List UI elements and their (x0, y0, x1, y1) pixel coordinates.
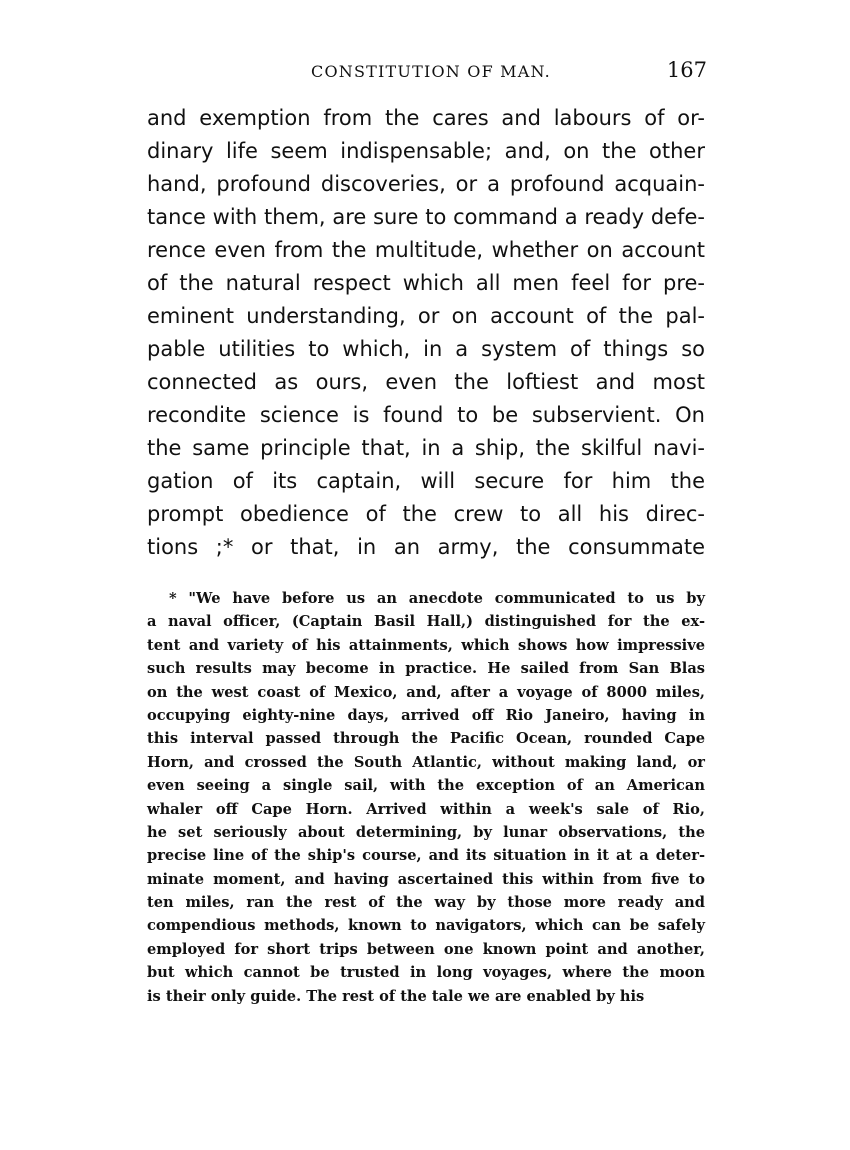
body-line: pable utilities to which, in a system of things so (147, 337, 705, 361)
footnote-line: whaler off Cape Horn. Arrived within a week's sale of Rio, (147, 800, 705, 818)
body-line: the same principle that, in a ship, the skilful navi- (147, 436, 705, 460)
page-header (145, 58, 707, 92)
footnote-line: * "We have before us an anecdote communicated to us by (169, 590, 705, 607)
footnote-line: ten miles, ran the rest of the way by those more ready and (147, 894, 705, 912)
body-line: tions ;* or that, in an army, the consummate (147, 535, 705, 559)
footnote-line: even seeing a single sail, with the exception of an American (147, 777, 705, 795)
running-head: CONSTITUTION OF MAN. (311, 62, 551, 81)
footnote-line: precise line of the ship's course, and its situation in it at a deter- (147, 847, 705, 865)
body-line: gation of its captain, will secure for him the (147, 469, 705, 493)
body-line: rence even from the multitude, whether on account (147, 238, 705, 262)
footnote-line: he set seriously about determining, by lunar observations, the (147, 823, 705, 841)
body-line: prompt obedience of the crew to all his direc- (147, 502, 705, 526)
footnote-line: compendious methods, known to navigators, which can be safely (147, 917, 705, 935)
footnote-line: employed for short trips between one known point and another, (147, 940, 705, 958)
footnote-line: such results may become in practice. He sailed from San Blas (147, 660, 705, 678)
footnote-line: is their only guide. The rest of the tale we are enabled by his (147, 987, 645, 1005)
footnote-line: on the west coast of Mexico, and, after a voyage of 8000 miles, (147, 683, 705, 701)
footnote-line: this interval passed through the Pacific Ocean, rounded Cape (147, 730, 705, 748)
body-line: of the natural respect which all men feel for pre- (147, 271, 705, 295)
body-line: eminent understanding, or on account of the pal- (147, 304, 705, 328)
footnote-line: minate moment, and having ascertained this within from five to (147, 870, 705, 888)
body-line: tance with them, are sure to command a ready defe- (147, 205, 705, 229)
body-line: hand, profound discoveries, or a profound acquain- (147, 172, 705, 196)
footnote-line: Horn, and crossed the South Atlantic, without making land, or (147, 753, 705, 771)
footnote-line: a naval officer, (Captain Basil Hall,) distinguished for the ex- (147, 613, 705, 631)
body-line: dinary life seem indispensable; and, on the other (147, 139, 705, 163)
footnote (147, 587, 705, 1008)
page-number: 167 (666, 58, 707, 82)
body-text (147, 102, 705, 564)
body-line: connected as ours, even the loftiest and most (147, 370, 705, 394)
body-line: and exemption from the cares and labours of or- (147, 106, 705, 130)
body-line: recondite science is found to be subservient. On (147, 403, 705, 427)
footnote-line: but which cannot be trusted in long voyages, where the moon (147, 964, 705, 982)
footnote-line: tent and variety of his attainments, which shows how impressive (147, 636, 705, 654)
footnote-line: occupying eighty-nine days, arrived off Rio Janeiro, having in (147, 706, 705, 724)
